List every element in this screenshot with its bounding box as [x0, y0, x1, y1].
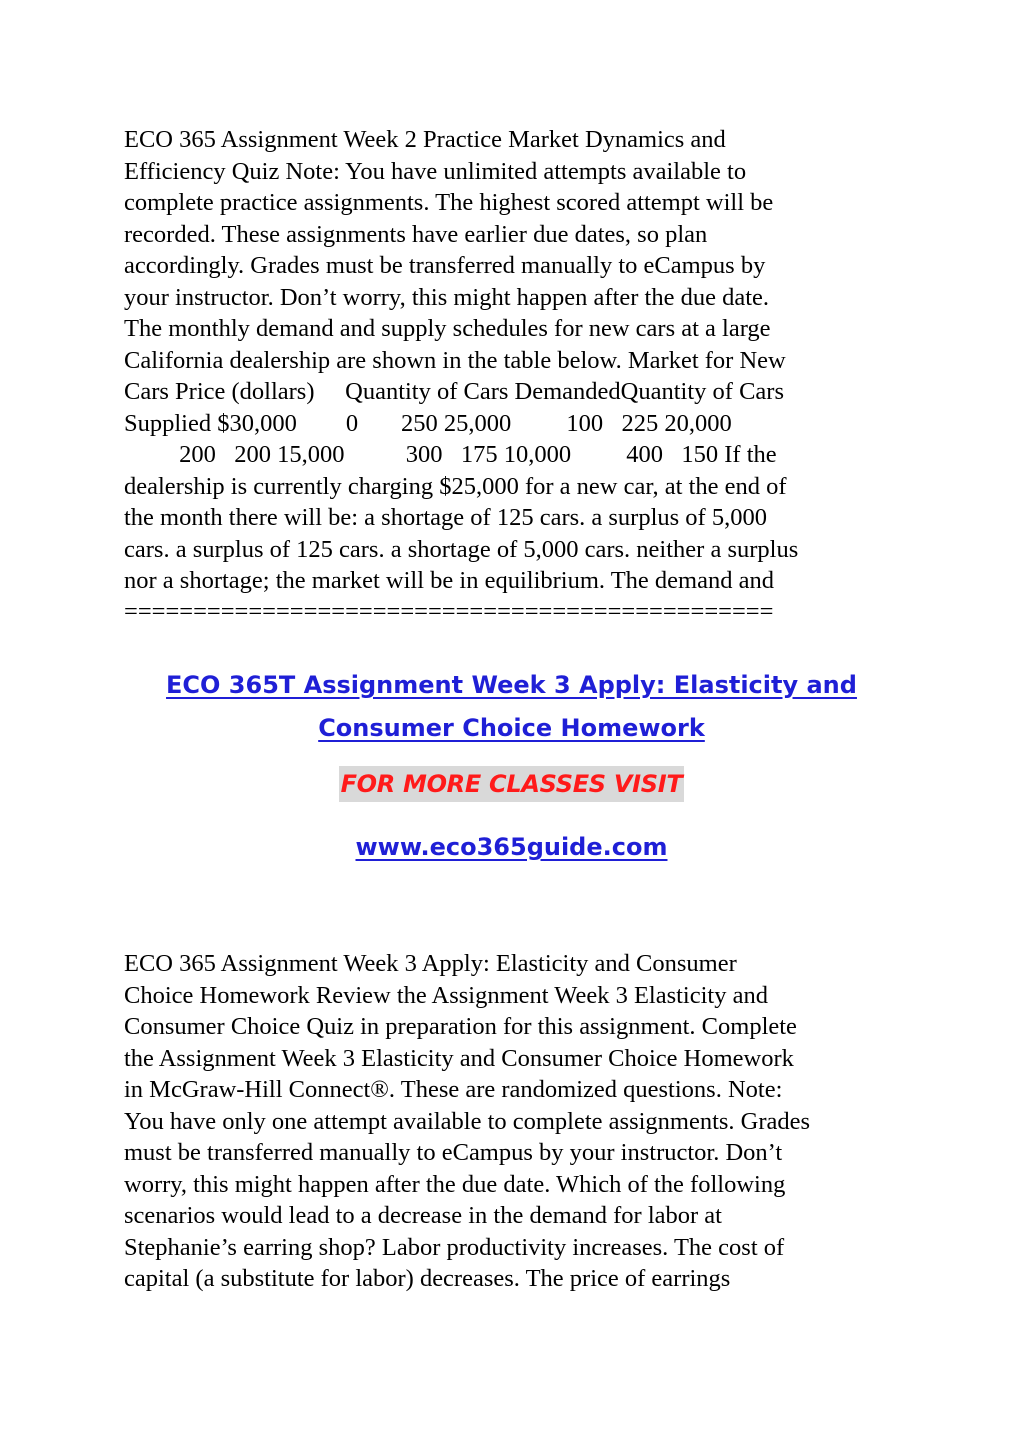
text-line: The monthly demand and supply schedules for new cars at a large — [124, 315, 771, 342]
heading-line-2[interactable]: Consumer Choice Homework — [318, 714, 705, 742]
assignment-week-3-text — [124, 948, 904, 1295]
text-line: Efficiency Quiz Note: You have unlimited attempts available to — [124, 157, 747, 185]
text-line: complete practice assignments. The highest scored attempt will be — [124, 189, 774, 216]
text-line: accordingly. Grades must be transferred manually to eCampus by — [124, 252, 766, 279]
text-line: dealership is currently charging $25,000 for a new car, at the end of — [124, 472, 787, 500]
text-line: in McGraw-Hill Connect®. These are randomized questions. Note: — [124, 1076, 783, 1103]
text-line: Choice Homework Review the Assignment Week 3 Elasticity and — [124, 981, 768, 1009]
heading-line-1[interactable]: ECO 365T Assignment Week 3 Apply: Elasticity and — [166, 671, 857, 699]
text-line: must be transferred manually to eCampus by your instructor. Don’t — [124, 1139, 783, 1166]
text-line: the month there will be: a shortage of 125 cars. a surplus of 5,000 — [124, 504, 767, 531]
text-line: ECO 365 Assignment Week 3 Apply: Elasticity and Consumer — [124, 950, 737, 977]
assignment-week-3-heading-link[interactable] — [0, 664, 1023, 750]
site-link-container — [0, 830, 1023, 864]
promo-text: FOR MORE CLASSES VISIT — [339, 766, 685, 802]
text-line: Cars Price (dollars) Quantity of Cars DemandedQuantity of Cars — [124, 378, 784, 405]
text-line: California dealership are shown in the table below. Market for New — [124, 346, 786, 374]
assignment-week-2-text — [124, 124, 904, 597]
text-line: your instructor. Don’t worry, this might happen after the due date. — [124, 283, 770, 311]
text-line: capital (a substitute for labor) decreases. The price of earrings — [124, 1265, 731, 1292]
text-line: Supplied $30,000 0 250 25,000 100 225 20,000 — [124, 409, 732, 437]
text-line: worry, this might happen after the due date. Which of the following — [124, 1170, 786, 1198]
text-line: ECO 365 Assignment Week 2 Practice Market Dynamics and — [124, 126, 726, 153]
text-line: cars. a surplus of 125 cars. a shortage of 5,000 cars. neither a surplus — [124, 535, 799, 563]
text-line: nor a shortage; the market will be in equilibrium. The demand and — [124, 567, 774, 594]
site-link[interactable]: www.eco365guide.com — [355, 833, 668, 861]
promo-banner — [0, 766, 1023, 802]
text-line: Stephanie’s earring shop? Labor productivity increases. The cost of — [124, 1233, 785, 1261]
text-line: the Assignment Week 3 Elasticity and Consumer Choice Homework — [124, 1044, 794, 1072]
text-line: You have only one attempt available to complete assignments. Grades — [124, 1107, 811, 1135]
text-line: Consumer Choice Quiz in preparation for this assignment. Complete — [124, 1013, 797, 1040]
text-line: 200 200 15,000 300 175 10,000 400 150 If the — [124, 441, 777, 468]
equals-divider: =============================================== — [124, 598, 774, 625]
text-line: scenarios would lead to a decrease in the demand for labor at — [124, 1202, 722, 1229]
text-line: recorded. These assignments have earlier due dates, so plan — [124, 220, 708, 248]
